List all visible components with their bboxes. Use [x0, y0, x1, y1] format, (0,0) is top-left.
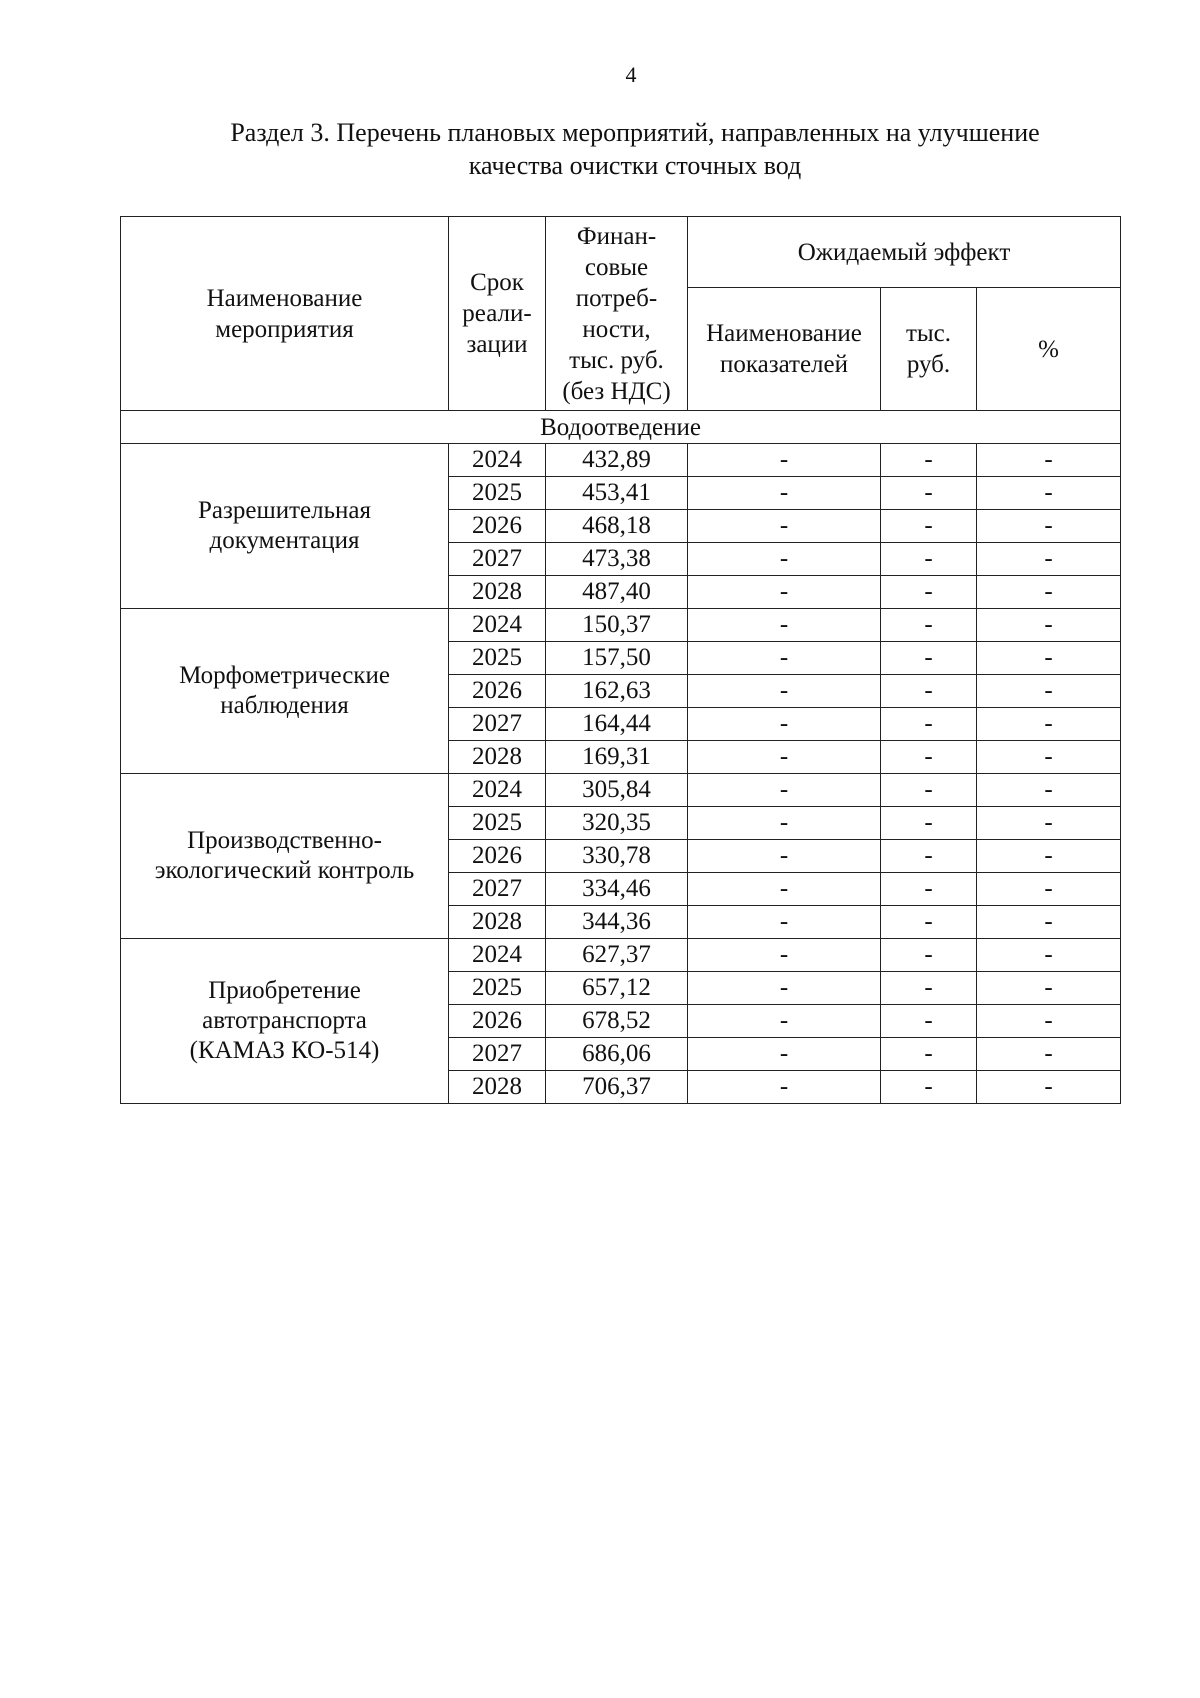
year-cell: 2026: [449, 510, 546, 543]
header-line: Наименование: [706, 320, 862, 347]
header-indicators: [688, 288, 881, 411]
section-title: Водоотведение: [121, 411, 1121, 444]
amount-cell: 157,50: [546, 642, 688, 675]
rub-cell: -: [881, 1038, 977, 1071]
header-line: реали-: [462, 300, 532, 327]
percent-cell: -: [977, 675, 1121, 708]
amount-cell: 487,40: [546, 576, 688, 609]
year-cell: 2024: [449, 939, 546, 972]
percent-cell: -: [977, 1005, 1121, 1038]
measure-name: [121, 939, 449, 1104]
header-line: Наименование: [206, 284, 363, 312]
page-title: [120, 116, 1150, 182]
measure-name: [121, 774, 449, 939]
amount-cell: 320,35: [546, 807, 688, 840]
indicator-cell: -: [688, 774, 881, 807]
amount-cell: 162,63: [546, 675, 688, 708]
table-row: [121, 609, 1121, 642]
year-cell: 2025: [449, 972, 546, 1005]
measure-name-line: наблюдения: [220, 692, 349, 719]
indicator-cell: -: [688, 873, 881, 906]
year-cell: 2024: [449, 444, 546, 477]
year-cell: 2027: [449, 708, 546, 741]
indicator-cell: -: [688, 741, 881, 774]
indicator-cell: -: [688, 840, 881, 873]
indicator-cell: -: [688, 444, 881, 477]
percent-cell: -: [977, 873, 1121, 906]
percent-cell: -: [977, 807, 1121, 840]
indicator-cell: -: [688, 906, 881, 939]
rub-cell: -: [881, 741, 977, 774]
amount-cell: 330,78: [546, 840, 688, 873]
table-row: [121, 444, 1121, 477]
percent-cell: -: [977, 972, 1121, 1005]
percent-cell: -: [977, 774, 1121, 807]
page-number: 4: [625, 62, 637, 87]
percent-cell: -: [977, 708, 1121, 741]
amount-cell: 468,18: [546, 510, 688, 543]
percent-cell: -: [977, 510, 1121, 543]
indicator-cell: -: [688, 543, 881, 576]
year-cell: 2024: [449, 609, 546, 642]
amount-cell: 453,41: [546, 477, 688, 510]
header-line: зации: [466, 331, 528, 358]
year-cell: 2025: [449, 477, 546, 510]
indicator-cell: -: [688, 510, 881, 543]
indicator-cell: -: [688, 675, 881, 708]
amount-cell: 150,37: [546, 609, 688, 642]
measure-name: [121, 609, 449, 774]
rub-cell: -: [881, 708, 977, 741]
rub-cell: -: [881, 939, 977, 972]
percent-cell: -: [977, 906, 1121, 939]
rub-cell: -: [881, 609, 977, 642]
header-line: тыс.: [905, 320, 952, 347]
indicator-cell: -: [688, 1038, 881, 1071]
rub-cell: -: [881, 1071, 977, 1104]
measure-name-line: Приобретение: [208, 977, 361, 1004]
measure-name-line: Морфометрические: [179, 662, 390, 689]
year-cell: 2026: [449, 1005, 546, 1038]
measure-name-line: Производственно-: [187, 827, 382, 854]
amount-cell: 657,12: [546, 972, 688, 1005]
header-measure-name: [121, 217, 449, 411]
measures-table: [120, 216, 1121, 1104]
measure-name-line: Разрешительная: [198, 497, 371, 524]
header-line: мероприятия: [215, 315, 354, 343]
header-row: [121, 217, 1121, 288]
header-line: руб.: [906, 351, 951, 378]
amount-cell: 686,06: [546, 1038, 688, 1071]
indicator-cell: -: [688, 642, 881, 675]
title-line: качества очистки сточных вод: [468, 151, 802, 180]
header-finance: [546, 217, 688, 411]
year-cell: 2027: [449, 1038, 546, 1071]
percent-cell: -: [977, 939, 1121, 972]
percent-cell: -: [977, 477, 1121, 510]
year-cell: 2026: [449, 840, 546, 873]
rub-cell: -: [881, 510, 977, 543]
year-cell: 2027: [449, 543, 546, 576]
title-line: Раздел 3. Перечень плановых мероприятий, направленных на улучшение: [230, 118, 1040, 147]
percent-cell: -: [977, 609, 1121, 642]
amount-cell: 334,46: [546, 873, 688, 906]
rub-cell: -: [881, 444, 977, 477]
indicator-cell: -: [688, 708, 881, 741]
amount-cell: 344,36: [546, 906, 688, 939]
header-line: совые: [584, 253, 649, 281]
amount-cell: 164,44: [546, 708, 688, 741]
amount-cell: 432,89: [546, 444, 688, 477]
percent-cell: -: [977, 1071, 1121, 1104]
percent-cell: -: [977, 543, 1121, 576]
header-percent: %: [977, 288, 1121, 411]
year-cell: 2025: [449, 642, 546, 675]
rub-cell: -: [881, 675, 977, 708]
year-cell: 2027: [449, 873, 546, 906]
year-cell: 2028: [449, 906, 546, 939]
header-term: [449, 217, 546, 411]
indicator-cell: -: [688, 807, 881, 840]
amount-cell: 473,38: [546, 543, 688, 576]
percent-cell: -: [977, 642, 1121, 675]
rub-cell: -: [881, 906, 977, 939]
rub-cell: -: [881, 642, 977, 675]
percent-cell: -: [977, 840, 1121, 873]
measure-name-line: документация: [209, 527, 360, 554]
year-cell: 2028: [449, 741, 546, 774]
table-row: [121, 939, 1121, 972]
header-line: ности,: [582, 315, 651, 343]
rub-cell: -: [881, 807, 977, 840]
percent-cell: -: [977, 576, 1121, 609]
measure-name-line: автотранспорта: [202, 1007, 367, 1034]
rub-cell: -: [881, 543, 977, 576]
amount-cell: 305,84: [546, 774, 688, 807]
section-row: [121, 411, 1121, 444]
rub-cell: -: [881, 576, 977, 609]
indicator-cell: -: [688, 576, 881, 609]
indicator-cell: -: [688, 972, 881, 1005]
header-expected-effect: Ожидаемый эффект: [688, 217, 1121, 288]
measure-name-line: экологический контроль: [154, 857, 415, 884]
header-line: (без НДС): [562, 377, 671, 405]
measure-name-line: (КАМАЗ КО-514): [189, 1037, 380, 1064]
rub-cell: -: [881, 873, 977, 906]
header-line: Срок: [470, 269, 524, 296]
table-row: [121, 774, 1121, 807]
header-thousand-rub: [881, 288, 977, 411]
indicator-cell: -: [688, 477, 881, 510]
rub-cell: -: [881, 840, 977, 873]
year-cell: 2026: [449, 675, 546, 708]
header-line: потреб-: [575, 284, 658, 312]
amount-cell: 678,52: [546, 1005, 688, 1038]
indicator-cell: -: [688, 1005, 881, 1038]
year-cell: 2024: [449, 774, 546, 807]
amount-cell: 169,31: [546, 741, 688, 774]
rub-cell: -: [881, 1005, 977, 1038]
amount-cell: 627,37: [546, 939, 688, 972]
year-cell: 2025: [449, 807, 546, 840]
percent-cell: -: [977, 1038, 1121, 1071]
indicator-cell: -: [688, 1071, 881, 1104]
percent-cell: -: [977, 741, 1121, 774]
header-line: тыс. руб.: [569, 346, 664, 374]
header-line: показателей: [719, 351, 849, 378]
rub-cell: -: [881, 774, 977, 807]
year-cell: 2028: [449, 1071, 546, 1104]
indicator-cell: -: [688, 609, 881, 642]
amount-cell: 706,37: [546, 1071, 688, 1104]
percent-cell: -: [977, 444, 1121, 477]
indicator-cell: -: [688, 939, 881, 972]
rub-cell: -: [881, 477, 977, 510]
measure-name: [121, 444, 449, 609]
rub-cell: -: [881, 972, 977, 1005]
header-line: Финан-: [576, 222, 657, 250]
year-cell: 2028: [449, 576, 546, 609]
